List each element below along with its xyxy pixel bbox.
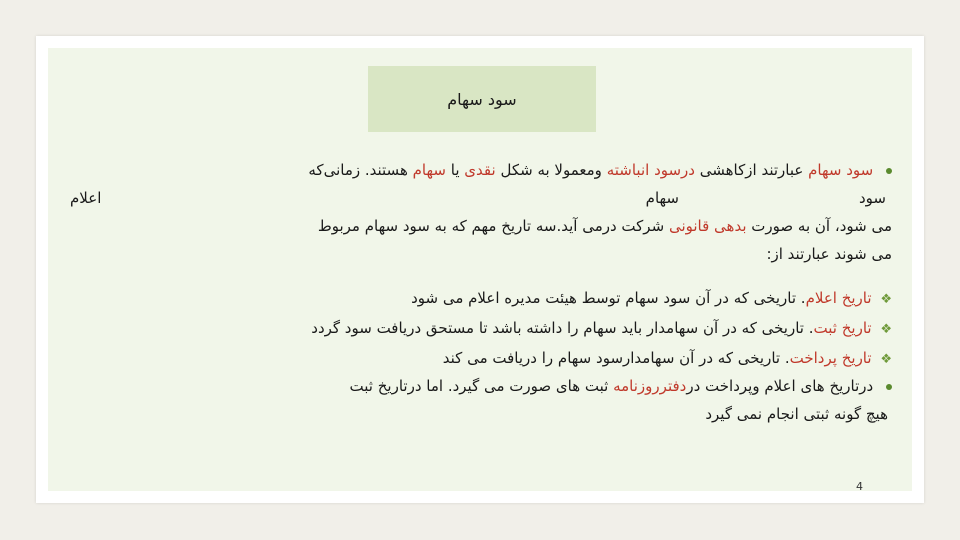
slide-content — [48, 48, 912, 491]
paragraph-1-line-3 — [70, 212, 906, 240]
list-item-payment — [70, 344, 892, 374]
term-dividend: سود سهام — [808, 161, 874, 179]
term-cash: نقدی — [464, 161, 496, 179]
list-item-record — [70, 314, 892, 344]
text-segment: اعلام — [70, 189, 102, 207]
text-segment: سهام — [645, 189, 679, 207]
term-stock: سهام — [412, 161, 446, 179]
text-segment: عبارتند ازکاهشی — [699, 161, 804, 179]
item-label: تاریخ پرداخت — [789, 349, 872, 367]
diamond-bullet-icon: ❖ — [880, 352, 892, 367]
paragraph-1-line-2 — [70, 184, 900, 212]
text-segment: می شود، آن به صورت — [751, 217, 892, 235]
item-label: تاریخ اعلام — [805, 289, 872, 307]
text-segment: سود — [859, 189, 886, 207]
item-label: تاریخ ثبت — [813, 319, 872, 337]
slide-frame — [36, 36, 924, 503]
diamond-bullet-icon: ❖ — [880, 292, 892, 307]
text-segment: یا — [450, 161, 460, 179]
text-segment: ومعمولا به شکل — [500, 161, 602, 179]
text-segment: می شوند عبارتند از: — [766, 245, 892, 263]
paragraph-1-line-1 — [70, 156, 892, 184]
paragraph-2-line-1 — [70, 372, 892, 400]
slide-title — [368, 66, 596, 132]
term-legal-liability: بدهی قانونی — [668, 217, 747, 235]
list-item-declaration — [70, 284, 892, 314]
item-text: . تاریخی که در آن سهامدارسود سهام را دریافت می کند — [442, 349, 790, 367]
slide-title-text: سود سهام — [447, 89, 517, 109]
bullet-icon — [886, 168, 892, 174]
page-number: 4 — [856, 480, 863, 493]
item-text: . تاریخی که در آن سود سهام توسط هیئت مدیره اعلام می شود — [411, 289, 806, 307]
paragraph-1-line-4 — [70, 240, 906, 268]
term-journal: دفترروزنامه — [613, 377, 687, 395]
term-retained-earnings: درسود انباشته — [606, 161, 695, 179]
diamond-bullet-icon: ❖ — [880, 322, 892, 337]
paragraph-2-line-2 — [70, 400, 888, 428]
text-segment: هیچ گونه ثبتی انجام نمی گیرد — [705, 405, 888, 423]
text-segment: درتاریخ های اعلام وپرداخت در — [686, 377, 874, 395]
text-segment: ثبت های صورت می گیرد. اما درتاریخ ثبت — [349, 377, 609, 395]
text-segment: هستند. زمانی‌که — [308, 161, 408, 179]
text-segment: شرکت درمی آید.سه تاریخ مهم که به سود سهام مربوط — [317, 217, 665, 235]
item-text: . تاریخی که در آن سهامدار باید سهام را داشته باشد تا مستحق دریافت سود گردد — [311, 319, 814, 337]
bullet-icon — [886, 384, 892, 390]
